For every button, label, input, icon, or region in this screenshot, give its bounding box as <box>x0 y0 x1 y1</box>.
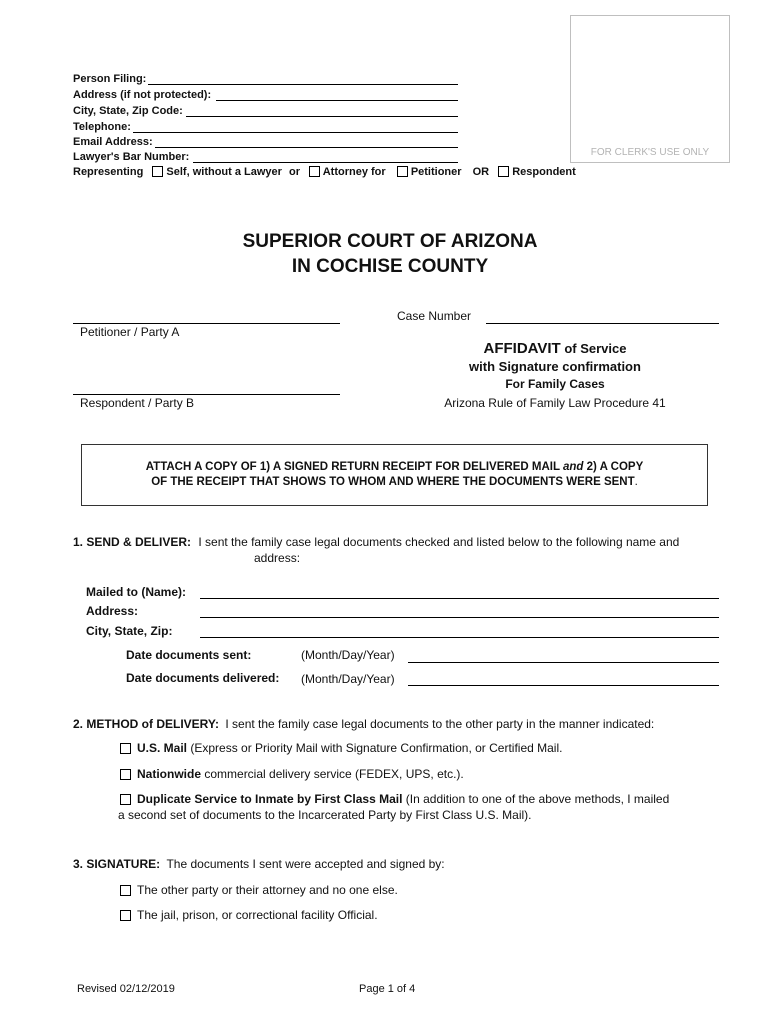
email-row <box>73 136 153 149</box>
section2-intro <box>73 717 654 731</box>
email-label: Email Address: <box>73 136 153 148</box>
telephone-row <box>73 121 131 134</box>
delivery-option-nationwide <box>120 767 464 781</box>
usmail-label: U.S. Mail <box>137 741 188 755</box>
delivery-option-inmate <box>120 792 669 806</box>
bar-number-field[interactable] <box>193 162 458 163</box>
mail-address-label: Address: <box>86 604 139 618</box>
nationwide-label: Nationwide <box>137 767 202 781</box>
bar-number-label: Lawyer's Bar Number: <box>73 151 190 163</box>
respondent-caption: Respondent / Party B <box>80 396 195 410</box>
clerk-use-label: FOR CLERK'S USE ONLY <box>590 147 710 158</box>
address-label: Address (if not protected): <box>73 89 212 101</box>
person-filing-row <box>73 73 146 86</box>
usmail-checkbox[interactable] <box>120 743 131 754</box>
date-sent-field[interactable] <box>408 662 719 663</box>
party-label: The other party or their attorney and no one else. <box>137 883 398 897</box>
case-number-field[interactable] <box>486 323 719 324</box>
notice-line2: OF THE RECEIPT THAT SHOWS TO WHOM AND WHERE THE DOCUMENTS WERE SENT. <box>151 476 638 488</box>
respondent-label: Respondent <box>512 166 576 178</box>
case-number-label: Case Number <box>397 309 472 323</box>
mail-city-label: City, State, Zip: <box>86 624 173 638</box>
self-checkbox[interactable] <box>152 166 163 177</box>
inmate-label: Duplicate Service to Inmate by First Class Mail <box>137 792 403 806</box>
signature-option-party <box>120 883 398 897</box>
usmail-desc: (Express or Priority Mail with Signature Confirmation, or Certified Mail. <box>187 741 563 755</box>
respondent-checkbox[interactable] <box>498 166 509 177</box>
attorney-checkbox[interactable] <box>309 166 320 177</box>
person-filing-label: Person Filing: <box>73 73 147 85</box>
representing-row <box>73 166 576 179</box>
court-title-line2: IN COCHISE COUNTY <box>291 256 489 277</box>
inmate-checkbox[interactable] <box>120 794 131 805</box>
rule-reference: Arizona Rule of Family Law Procedure 41 <box>444 396 666 410</box>
city-state-zip-label: City, State, Zip Code: <box>73 105 183 117</box>
petitioner-caption: Petitioner / Party A <box>80 325 180 339</box>
or-label-2: OR <box>472 166 490 178</box>
date-delivered-label: Date documents delivered: <box>126 671 280 685</box>
attach-notice-box <box>81 444 708 506</box>
delivery-option-usmail <box>120 741 562 755</box>
city-state-zip-field[interactable] <box>186 116 458 117</box>
mail-address-field[interactable] <box>200 617 719 618</box>
signature-option-jail <box>120 908 378 922</box>
petitioner-label: Petitioner <box>410 166 462 178</box>
section1-intro <box>73 534 723 566</box>
of-service-text: of Service <box>560 341 627 356</box>
section1-text: I sent the family case legal documents checked and listed below to the following name and <box>198 535 680 549</box>
date-delivered-format: (Month/Day/Year) <box>301 672 395 686</box>
page-number: Page 1 of 4 <box>359 983 416 995</box>
court-title <box>0 229 770 279</box>
form-subtitle: with Signature confirmation <box>469 359 641 374</box>
nationwide-desc: commercial delivery service (FEDEX, UPS, etc.). <box>201 767 464 781</box>
telephone-field[interactable] <box>133 132 458 133</box>
nationwide-checkbox[interactable] <box>120 769 131 780</box>
section2-text: I sent the family case legal documents to the other party in the manner indicated: <box>225 717 655 731</box>
inmate-desc-line2: a second set of documents to the Incarcerated Party by First Class U.S. Mail). <box>118 808 532 822</box>
date-delivered-field[interactable] <box>408 685 719 686</box>
jail-label: The jail, prison, or correctional facility Official. <box>137 908 378 922</box>
clerk-use-box <box>570 15 730 163</box>
mail-city-field[interactable] <box>200 637 719 638</box>
attorney-for-label: Attorney for <box>322 166 386 178</box>
affidavit-word: AFFIDAVIT <box>483 340 561 357</box>
address-field[interactable] <box>216 100 458 101</box>
mailed-to-field[interactable] <box>200 598 719 599</box>
section3-heading: 3. SIGNATURE: <box>73 857 161 871</box>
bar-number-row <box>73 151 189 164</box>
or-label: or <box>289 166 301 178</box>
inmate-desc: (In addition to one of the above methods, I mailed <box>402 792 670 806</box>
self-label: Self, without a Lawyer <box>166 166 282 178</box>
date-sent-format: (Month/Day/Year) <box>301 648 395 662</box>
city-state-zip-row <box>73 105 183 118</box>
for-family-cases: For Family Cases <box>505 377 605 391</box>
respondent-name-field[interactable] <box>73 394 340 395</box>
email-field[interactable] <box>155 147 458 148</box>
notice-line1: ATTACH A COPY OF 1) A SIGNED RETURN RECEIPT FOR DELIVERED MAIL and 2) A COPY <box>145 461 644 473</box>
court-title-line1: SUPERIOR COURT OF ARIZONA <box>242 231 538 252</box>
section1-text2: address: <box>254 551 301 565</box>
mailed-to-label: Mailed to (Name): <box>86 585 187 599</box>
person-filing-field[interactable] <box>148 84 458 85</box>
telephone-label: Telephone: <box>73 121 131 133</box>
date-sent-label: Date documents sent: <box>126 648 252 662</box>
revised-date: Revised 02/12/2019 <box>77 983 175 995</box>
representing-label: Representing <box>73 166 144 178</box>
party-checkbox[interactable] <box>120 885 131 896</box>
section2-heading: 2. METHOD of DELIVERY: <box>73 717 220 731</box>
petitioner-checkbox[interactable] <box>397 166 408 177</box>
petitioner-name-field[interactable] <box>73 323 340 324</box>
form-title <box>400 339 710 412</box>
address-row <box>73 89 211 102</box>
form-title-line1 <box>400 339 710 358</box>
section1-heading: 1. SEND & DELIVER: <box>73 535 192 549</box>
section3-intro <box>73 857 445 871</box>
section3-text: The documents I sent were accepted and signed by: <box>166 857 445 871</box>
jail-checkbox[interactable] <box>120 910 131 921</box>
